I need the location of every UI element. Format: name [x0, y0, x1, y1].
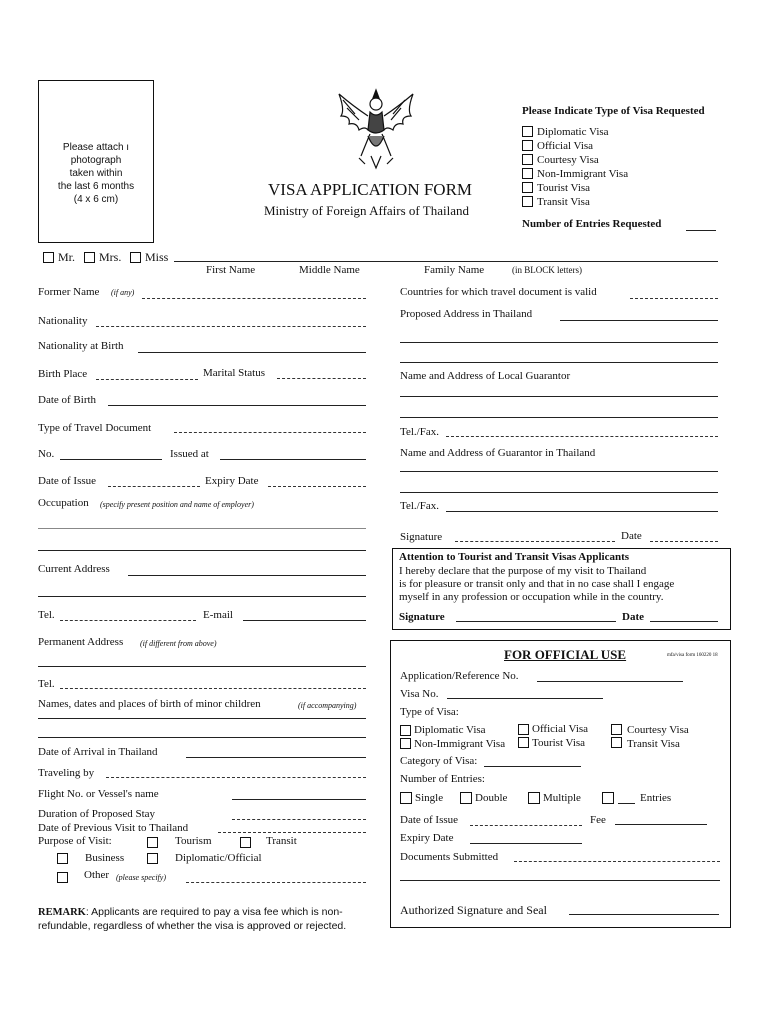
- entry-multiple: Multiple: [543, 792, 581, 804]
- children-field[interactable]: [38, 737, 366, 738]
- category-label: Category of Visa:: [400, 755, 478, 767]
- travel-doc-label: Type of Travel Document: [38, 422, 152, 434]
- duration-label: Duration of Proposed Stay: [38, 808, 156, 820]
- purpose-transit: Transit: [266, 835, 297, 847]
- visa-option-label: Official Visa: [537, 140, 594, 152]
- date-issue-label: Date of Issue: [38, 475, 97, 487]
- duration-field[interactable]: [232, 819, 366, 820]
- arrival-field[interactable]: [186, 757, 366, 758]
- purpose-diplomatic: Diplomatic/Official: [175, 852, 262, 864]
- official-type-label: Transit Visa: [627, 738, 680, 750]
- entries-requested-label: Number of Entries Requested: [522, 218, 662, 230]
- traveling-by-label: Traveling by: [38, 767, 95, 779]
- checkbox-mr[interactable]: [43, 252, 54, 263]
- official-type-label: Tourist Visa: [532, 737, 586, 749]
- guarantor-th-field[interactable]: [400, 471, 718, 472]
- official-date-issue-label: Date of Issue: [400, 814, 459, 826]
- children-note: (if accompanying): [298, 701, 357, 710]
- countries-field[interactable]: [630, 298, 718, 299]
- official-checkbox-transit[interactable]: [611, 737, 622, 748]
- entries-requested-field[interactable]: [686, 230, 716, 231]
- expiry-label: Expiry Date: [205, 475, 259, 487]
- flight-label: Flight No. or Vessel's name: [38, 788, 159, 800]
- signature-label: Signature: [400, 531, 443, 543]
- checkbox-tourism[interactable]: [147, 837, 158, 848]
- other-note: (please specify): [116, 873, 166, 882]
- remark-label: REMARK: [38, 907, 86, 918]
- occupation-field[interactable]: [38, 528, 366, 529]
- signature-field[interactable]: [455, 541, 615, 542]
- local-guarantor-field[interactable]: [400, 396, 718, 397]
- garuda-emblem-icon: [335, 86, 417, 170]
- nationality-birth-label: Nationality at Birth: [38, 340, 124, 352]
- email-label: E-mail: [203, 609, 233, 621]
- official-checkbox-non-immigrant[interactable]: [400, 738, 411, 749]
- prev-visit-label: Date of Previous Visit to Thailand: [38, 822, 189, 834]
- official-checkbox-tourist[interactable]: [518, 737, 529, 748]
- birth-place-label: Birth Place: [38, 368, 88, 380]
- official-date-issue-field[interactable]: [470, 825, 582, 826]
- official-checkbox-courtesy[interactable]: [611, 724, 622, 735]
- perm-address-note: (if different from above): [140, 639, 217, 648]
- app-ref-field[interactable]: [537, 681, 683, 682]
- issued-at-field[interactable]: [220, 459, 366, 460]
- tel2-field[interactable]: [60, 688, 366, 689]
- proposed-address-field[interactable]: [400, 362, 718, 363]
- date-issue-field[interactable]: [108, 486, 200, 487]
- visa-option-label: Courtesy Visa: [537, 154, 599, 166]
- full-name-field[interactable]: [174, 261, 718, 262]
- official-checkbox-diplomatic[interactable]: [400, 725, 411, 736]
- photo-line: Please attach ı: [62, 142, 130, 153]
- visa-option-label: Diplomatic Visa: [537, 126, 609, 138]
- entry-single: Single: [415, 792, 444, 804]
- proposed-address-field[interactable]: [560, 320, 718, 321]
- official-type-label: Non-Immigrant Visa: [414, 738, 506, 750]
- proposed-address-field[interactable]: [400, 342, 718, 343]
- remark: [38, 906, 343, 918]
- documents-label: Documents Submitted: [400, 851, 499, 863]
- attention-signature-label: Signature: [399, 611, 445, 623]
- countries-label: Countries for which travel document is valid: [400, 286, 597, 298]
- telfax2-label: Tel./Fax.: [400, 500, 439, 512]
- other-field[interactable]: [186, 882, 366, 883]
- telfax-field[interactable]: [446, 436, 718, 437]
- former-name-note: (if any): [111, 288, 135, 297]
- occupation-label: Occupation: [38, 497, 89, 509]
- email-field[interactable]: [243, 620, 366, 621]
- official-checkbox-official[interactable]: [518, 724, 529, 735]
- attention-line: myself in any profession or occupation while in the country.: [399, 591, 664, 603]
- official-type-label: Diplomatic Visa: [414, 724, 486, 736]
- doc-no-label: No.: [38, 448, 55, 460]
- fee-field[interactable]: [615, 824, 707, 825]
- attention-line: is for pleasure or transit only and that in no case shall I engage: [399, 578, 675, 590]
- expiry-field[interactable]: [268, 486, 366, 487]
- date-field[interactable]: [650, 541, 718, 542]
- photo-box: [38, 80, 154, 243]
- date-label: Date: [621, 530, 642, 542]
- checkbox-single[interactable]: [400, 792, 412, 804]
- photo-line: (4 x 6 cm): [73, 194, 119, 205]
- checkbox-diplomatic-official[interactable]: [147, 853, 158, 864]
- title-miss: Miss: [145, 250, 169, 264]
- occupation-field[interactable]: [38, 550, 366, 551]
- family-name-label: Family Name: [424, 264, 485, 276]
- attention-date-label: Date: [622, 611, 644, 623]
- documents-field[interactable]: [400, 880, 720, 881]
- fee-label: Fee: [590, 814, 606, 826]
- type-of-visa-label: Type of Visa:: [400, 706, 459, 718]
- former-name-field[interactable]: [142, 298, 366, 299]
- official-expiry-label: Expiry Date: [400, 832, 454, 844]
- photo-line: taken within: [69, 168, 123, 179]
- signature-seal-field[interactable]: [569, 914, 719, 915]
- perm-address-label: Permanent Address: [38, 636, 124, 648]
- entry-entries: Entries: [640, 792, 672, 804]
- nationality-label: Nationality: [38, 315, 88, 327]
- visa-option-label: Transit Visa: [537, 196, 590, 208]
- remark-text: : Applicants are required to pay a visa fee which is non-: [85, 906, 343, 918]
- title-mrs: Mrs.: [99, 250, 122, 264]
- current-address-field[interactable]: [38, 596, 366, 597]
- visa-no-label: Visa No.: [400, 688, 439, 700]
- telfax2-field[interactable]: [446, 511, 718, 512]
- remark-text-2: refundable, regardless of whether the visa is approved or rejected.: [38, 920, 347, 932]
- purpose-business: Business: [85, 852, 125, 864]
- category-field[interactable]: [484, 766, 581, 767]
- checkbox-courtesy[interactable]: [522, 154, 533, 165]
- first-name-label: First Name: [206, 264, 256, 276]
- official-type-label: Courtesy Visa: [627, 724, 689, 736]
- perm-address-field[interactable]: [38, 666, 366, 667]
- form-title: VISA APPLICATION FORM: [268, 180, 473, 199]
- entry-double: Double: [475, 792, 508, 804]
- title-mr: Mr.: [58, 250, 76, 264]
- traveling-by-field[interactable]: [106, 777, 366, 778]
- purpose-tourism: Tourism: [175, 835, 212, 847]
- middle-name-label: Middle Name: [299, 264, 360, 276]
- ministry-name: Ministry of Foreign Affairs of Thailand: [264, 203, 469, 218]
- visa-type-heading: Please Indicate Type of Visa Requested: [522, 105, 705, 117]
- nationality-field[interactable]: [96, 326, 366, 327]
- app-ref-label: Application/Reference No.: [400, 670, 519, 682]
- checkbox-non-immigrant[interactable]: [522, 168, 533, 179]
- guarantor-th-field[interactable]: [400, 492, 718, 493]
- entries-label: Number of Entries:: [400, 773, 485, 785]
- checkbox-mrs[interactable]: [84, 252, 95, 263]
- local-guarantor-label: Name and Address of Local Guarantor: [400, 370, 571, 382]
- form-code: mfa/visa form 160220 18: [667, 653, 718, 658]
- travel-doc-field[interactable]: [174, 432, 366, 433]
- nationality-birth-field[interactable]: [138, 352, 366, 353]
- attention-signature-field[interactable]: [456, 621, 616, 622]
- telfax-label: Tel./Fax.: [400, 426, 439, 438]
- photo-line: photograph: [70, 155, 122, 166]
- official-use-heading: FOR OFFICIAL USE: [504, 647, 627, 662]
- tel-field[interactable]: [60, 620, 196, 621]
- official-type-label: Official Visa: [532, 723, 589, 735]
- checkbox-business[interactable]: [57, 853, 68, 864]
- doc-no-field[interactable]: [60, 459, 162, 460]
- proposed-address-label: Proposed Address in Thailand: [400, 308, 533, 320]
- current-address-label: Current Address: [38, 563, 110, 575]
- attention-date-field[interactable]: [650, 621, 718, 622]
- checkbox-transit[interactable]: [522, 196, 533, 207]
- checkbox-diplomatic[interactable]: [522, 126, 533, 137]
- current-address-field[interactable]: [128, 575, 366, 576]
- former-name-label: Former Name: [38, 286, 100, 298]
- attention-line: I hereby declare that the purpose of my visit to Thailand: [399, 565, 647, 577]
- documents-field[interactable]: [514, 861, 720, 862]
- local-guarantor-field[interactable]: [400, 417, 718, 418]
- marital-status-field[interactable]: [277, 378, 366, 379]
- checkbox-transit-purpose[interactable]: [240, 837, 251, 848]
- checkbox-double[interactable]: [460, 792, 472, 804]
- checkbox-entries[interactable]: [602, 792, 614, 804]
- photo-line: the last 6 months: [57, 181, 135, 192]
- visa-option-label: Non-Immigrant Visa: [537, 168, 629, 180]
- children-field[interactable]: [38, 718, 366, 719]
- official-expiry-field[interactable]: [470, 843, 582, 844]
- checkbox-other[interactable]: [57, 872, 68, 883]
- marital-status-label: Marital Status: [203, 367, 266, 379]
- purpose-other: Other: [84, 869, 110, 881]
- birth-place-field[interactable]: [96, 379, 198, 380]
- issued-at-label: Issued at: [170, 448, 209, 460]
- flight-field[interactable]: [232, 799, 366, 800]
- occupation-note: (specify present position and name of employer): [100, 500, 254, 509]
- checkbox-multiple[interactable]: [528, 792, 540, 804]
- guarantor-th-label: Name and Address of Guarantor in Thailand: [400, 447, 596, 459]
- block-letters-note: (in BLOCK letters): [512, 265, 582, 275]
- checkbox-miss[interactable]: [130, 252, 141, 263]
- tel2-label: Tel.: [38, 678, 55, 690]
- visa-no-field[interactable]: [447, 698, 603, 699]
- attention-heading: Attention to Tourist and Transit Visas Applicants: [399, 551, 630, 563]
- dob-label: Date of Birth: [38, 394, 97, 406]
- dob-field[interactable]: [108, 405, 366, 406]
- tel-label: Tel.: [38, 609, 55, 621]
- checkbox-tourist[interactable]: [522, 182, 533, 193]
- prev-visit-field[interactable]: [218, 832, 366, 833]
- signature-seal-label: Authorized Signature and Seal: [400, 903, 547, 917]
- entries-count-field[interactable]: [618, 803, 635, 804]
- children-label: Names, dates and places of birth of minor children: [38, 698, 261, 710]
- purpose-label: Purpose of Visit:: [38, 835, 112, 847]
- arrival-label: Date of Arrival in Thailand: [38, 746, 158, 758]
- checkbox-official[interactable]: [522, 140, 533, 151]
- visa-option-label: Tourist Visa: [537, 182, 591, 194]
